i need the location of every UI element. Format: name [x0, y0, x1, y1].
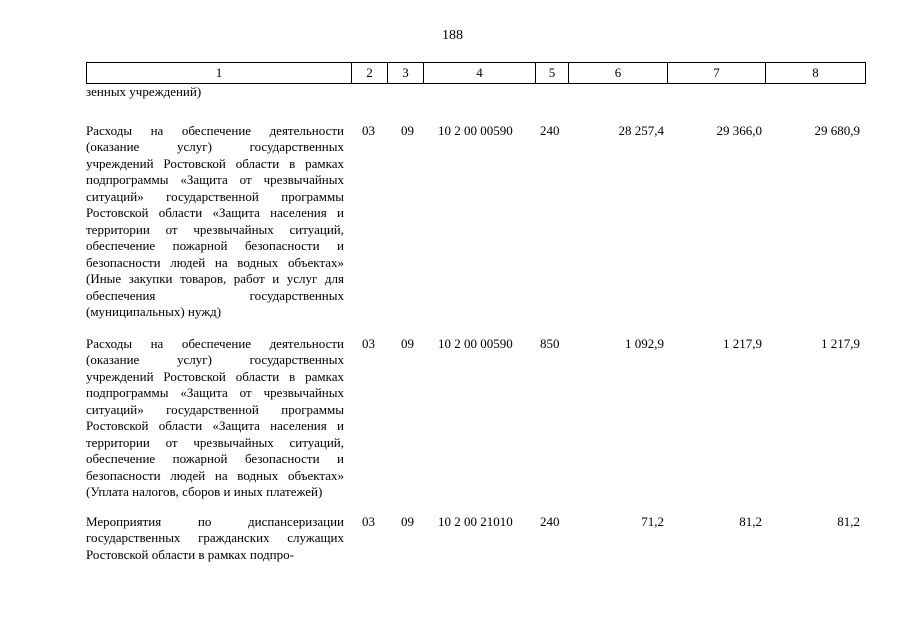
cell-amount-2: 1 217,9 [723, 335, 762, 351]
header-col-5: 5 [536, 63, 569, 84]
row-description: Мероприятия по диспансеризации государственных гражданских служащих Ростовской области в рамках подпро- [86, 513, 344, 562]
cell-target-item: 10 2 00 00590 [438, 335, 513, 351]
table-row [86, 336, 865, 501]
header-col-3: 3 [388, 63, 424, 84]
header-col-2: 2 [352, 63, 388, 84]
row-description: Расходы на обеспечение деятельности (оказание услуг) государственных учреждений Ростовской области в рамках подпрограммы «Защита от чрезвычайных ситуаций» государственной программы Ростовской области «Защита населения и территории от чрезвычайных ситуаций, обеспечение пожарной безопасности и безопасности людей на водных объектах» (Иные закупки товаров, работ и услуг для обеспечения государственных (муниципальных) нужд) [86, 122, 344, 319]
cell-subsection: 09 [401, 122, 414, 138]
cell-section: 03 [362, 122, 375, 138]
cell-expense-type: 850 [540, 335, 560, 351]
table-row [86, 514, 865, 564]
cell-subsection: 09 [401, 335, 414, 351]
table-header [86, 62, 866, 84]
cell-target-item: 10 2 00 21010 [438, 513, 513, 529]
continuation-row [86, 84, 865, 101]
header-col-4: 4 [424, 63, 536, 84]
cell-amount-1: 28 257,4 [618, 122, 664, 138]
cell-section: 03 [362, 335, 375, 351]
cell-amount-1: 1 092,9 [625, 335, 664, 351]
cell-expense-type: 240 [540, 122, 560, 138]
cell-expense-type: 240 [540, 513, 560, 529]
cell-amount-2: 81,2 [739, 513, 762, 529]
cell-section: 03 [362, 513, 375, 529]
table-body [86, 84, 865, 563]
cell-target-item: 10 2 00 00590 [438, 122, 513, 138]
cell-amount-1: 71,2 [641, 513, 664, 529]
cell-amount-3: 1 217,9 [821, 335, 860, 351]
page-number: 188 [442, 28, 463, 43]
row-description: зенных учреждений) [86, 84, 202, 99]
cell-amount-3: 29 680,9 [814, 122, 860, 138]
header-col-8: 8 [766, 63, 866, 84]
cell-amount-2: 29 366,0 [716, 122, 762, 138]
header-row [87, 63, 866, 84]
cell-amount-3: 81,2 [837, 513, 860, 529]
cell-subsection: 09 [401, 513, 414, 529]
header-col-6: 6 [569, 63, 668, 84]
row-description: Расходы на обеспечение деятельности (оказание услуг) государственных учреждений Ростовской области в рамках подпрограммы «Защита от чрезвычайных ситуаций» государственной программы Ростовской области «Защита населения и территории от чрезвычайных ситуаций, обеспечение пожарной безопасности и безопасности людей на водных объектах» (Уплата налогов, сборов и иных платежей) [86, 335, 344, 499]
table-row [86, 123, 865, 321]
header-col-1: 1 [87, 63, 352, 84]
header-col-7: 7 [668, 63, 766, 84]
